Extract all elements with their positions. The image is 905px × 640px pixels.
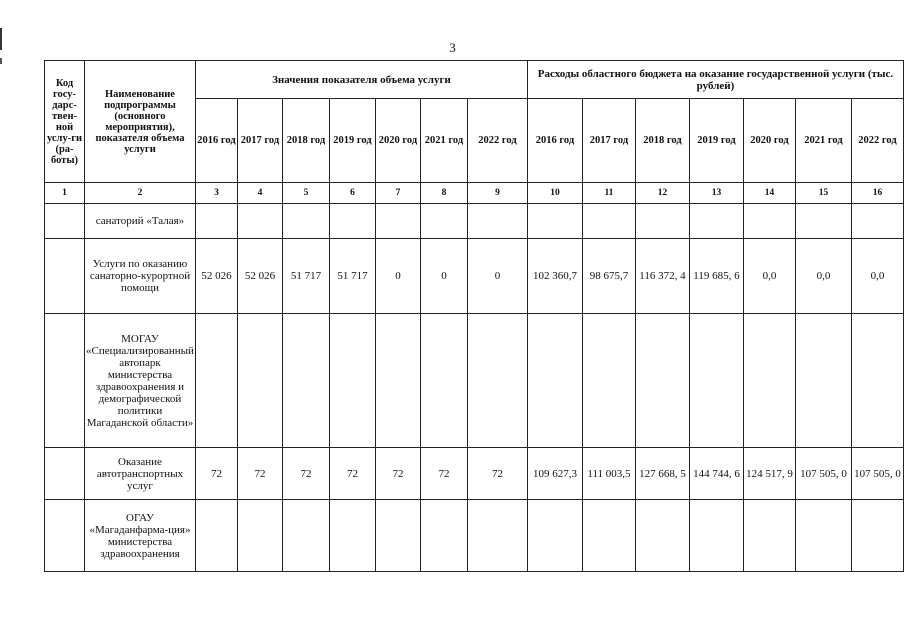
- column-number: 16: [851, 183, 903, 204]
- year-header: 2022 год: [467, 99, 527, 183]
- year-header: 2022 год: [851, 99, 903, 183]
- scan-edge-mark: [0, 58, 2, 64]
- cell-expense: [527, 314, 582, 448]
- cell-volume: 52 026: [195, 239, 237, 314]
- cell-volume: 0: [467, 239, 527, 314]
- column-number: 10: [527, 183, 582, 204]
- cell-volume: 72: [375, 448, 420, 500]
- header-expense-group: Расходы областного бюджета на оказание государственной услуги (тыс. рублей): [527, 61, 903, 99]
- cell-volume: 72: [467, 448, 527, 500]
- column-number: 7: [375, 183, 420, 204]
- cell-name: санаторий «Талая»: [85, 204, 196, 239]
- cell-volume: [420, 500, 467, 572]
- cell-code: [45, 500, 85, 572]
- cell-expense: 107 505, 0: [795, 448, 851, 500]
- cell-volume: [195, 204, 237, 239]
- column-number: 11: [582, 183, 635, 204]
- header-volume-group: Значения показателя объема услуги: [195, 61, 527, 99]
- cell-volume: 72: [282, 448, 329, 500]
- cell-expense: [635, 500, 689, 572]
- cell-code: [45, 239, 85, 314]
- cell-expense: [795, 500, 851, 572]
- cell-volume: 72: [329, 448, 375, 500]
- cell-expense: 0,0: [851, 239, 903, 314]
- cell-volume: [420, 204, 467, 239]
- cell-expense: [527, 204, 582, 239]
- cell-expense: [743, 314, 795, 448]
- cell-volume: 72: [237, 448, 282, 500]
- cell-expense: [635, 314, 689, 448]
- column-number: 5: [282, 183, 329, 204]
- table-row: [45, 239, 904, 314]
- column-number: 12: [635, 183, 689, 204]
- year-header: 2016 год: [195, 99, 237, 183]
- column-numbers-row: [45, 183, 904, 204]
- column-number: 8: [420, 183, 467, 204]
- year-header: 2021 год: [795, 99, 851, 183]
- year-header: 2019 год: [329, 99, 375, 183]
- cell-volume: [282, 314, 329, 448]
- cell-volume: 0: [375, 239, 420, 314]
- cell-volume: 72: [195, 448, 237, 500]
- table-row: [45, 448, 904, 500]
- column-number: 1: [45, 183, 85, 204]
- column-number: 14: [743, 183, 795, 204]
- column-number: 15: [795, 183, 851, 204]
- cell-name: МОГАУ «Специализированный автопарк министерства здравоохранения и демографической политики Магаданской области»: [85, 314, 196, 448]
- cell-expense: [851, 500, 903, 572]
- header-code: Код госу-дарс-твен-ной услу-ги (ра-боты): [45, 61, 85, 183]
- year-header: 2018 год: [635, 99, 689, 183]
- cell-expense: [582, 314, 635, 448]
- cell-volume: 52 026: [237, 239, 282, 314]
- cell-code: [45, 448, 85, 500]
- cell-expense: [582, 500, 635, 572]
- year-header: 2019 год: [689, 99, 743, 183]
- cell-expense: 102 360,7: [527, 239, 582, 314]
- column-number: 2: [85, 183, 196, 204]
- cell-expense: 144 744, 6: [689, 448, 743, 500]
- cell-volume: [329, 500, 375, 572]
- cell-expense: [743, 204, 795, 239]
- cell-volume: [237, 500, 282, 572]
- cell-volume: [237, 204, 282, 239]
- table-row: [45, 204, 904, 239]
- column-number: 13: [689, 183, 743, 204]
- cell-expense: [527, 500, 582, 572]
- cell-expense: 107 505, 0: [851, 448, 903, 500]
- cell-volume: [467, 314, 527, 448]
- cell-volume: [282, 500, 329, 572]
- cell-expense: 119 685, 6: [689, 239, 743, 314]
- cell-name: Оказание автотранспортных услуг: [85, 448, 196, 500]
- cell-volume: [467, 204, 527, 239]
- cell-volume: [420, 314, 467, 448]
- budget-table: [44, 60, 904, 572]
- header-name: Наименование подпрограммы (основного мероприятия), показателя объема услуги: [85, 61, 196, 183]
- cell-name: ОГАУ «Магаданфарма-ция» министерства здравоохранения: [85, 500, 196, 572]
- page-number: 3: [449, 40, 456, 55]
- year-header: 2021 год: [420, 99, 467, 183]
- cell-code: [45, 314, 85, 448]
- cell-expense: [582, 204, 635, 239]
- cell-expense: [795, 314, 851, 448]
- column-number: 9: [467, 183, 527, 204]
- cell-expense: [635, 204, 689, 239]
- cell-expense: [743, 500, 795, 572]
- cell-volume: 51 717: [329, 239, 375, 314]
- cell-volume: [329, 204, 375, 239]
- cell-volume: [237, 314, 282, 448]
- cell-volume: 0: [420, 239, 467, 314]
- cell-expense: [689, 314, 743, 448]
- cell-expense: 111 003,5: [582, 448, 635, 500]
- year-header: 2020 год: [743, 99, 795, 183]
- table-row: [45, 314, 904, 448]
- cell-volume: [329, 314, 375, 448]
- year-header: 2017 год: [237, 99, 282, 183]
- cell-expense: [795, 204, 851, 239]
- year-header: 2018 год: [282, 99, 329, 183]
- year-header: 2017 год: [582, 99, 635, 183]
- cell-volume: [195, 500, 237, 572]
- column-number: 3: [195, 183, 237, 204]
- column-number: 6: [329, 183, 375, 204]
- cell-expense: 116 372, 4: [635, 239, 689, 314]
- cell-volume: 51 717: [282, 239, 329, 314]
- cell-expense: [689, 500, 743, 572]
- cell-expense: 124 517, 9: [743, 448, 795, 500]
- cell-expense: [851, 204, 903, 239]
- cell-expense: 127 668, 5: [635, 448, 689, 500]
- cell-expense: 98 675,7: [582, 239, 635, 314]
- table-row: [45, 500, 904, 572]
- cell-volume: [375, 204, 420, 239]
- cell-expense: 0,0: [743, 239, 795, 314]
- cell-expense: [689, 204, 743, 239]
- cell-name: Услуги по оказанию санаторно-курортной помощи: [85, 239, 196, 314]
- cell-expense: [851, 314, 903, 448]
- cell-volume: [282, 204, 329, 239]
- cell-volume: [195, 314, 237, 448]
- column-number: 4: [237, 183, 282, 204]
- year-header: 2020 год: [375, 99, 420, 183]
- cell-volume: [467, 500, 527, 572]
- cell-volume: [375, 500, 420, 572]
- cell-volume: [375, 314, 420, 448]
- cell-expense: 109 627,3: [527, 448, 582, 500]
- cell-expense: 0,0: [795, 239, 851, 314]
- year-header: 2016 год: [527, 99, 582, 183]
- cell-volume: 72: [420, 448, 467, 500]
- header-row: [45, 61, 904, 99]
- cell-code: [45, 204, 85, 239]
